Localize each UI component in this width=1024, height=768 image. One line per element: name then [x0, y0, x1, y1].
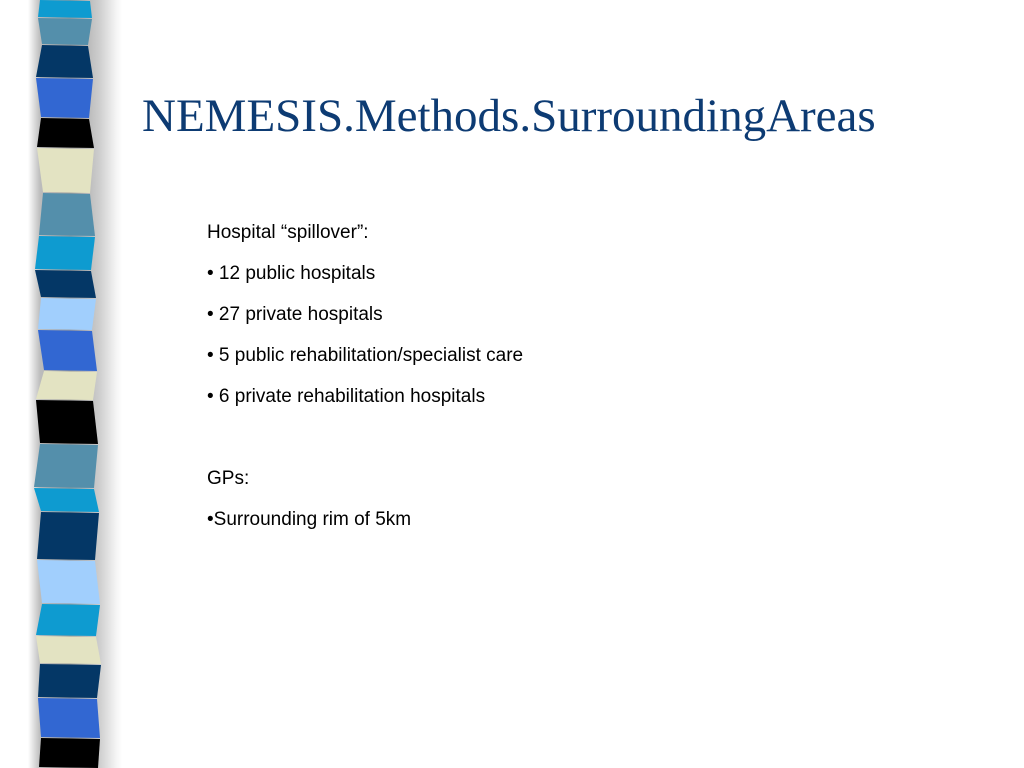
stripe-block: [38, 664, 101, 698]
stripe-block: [37, 148, 94, 193]
stripe-block: [36, 78, 93, 118]
stripe-block: [35, 270, 96, 298]
decorative-stripe: [0, 0, 122, 768]
stripe-block: [36, 604, 100, 636]
stripe-block: [39, 738, 100, 768]
stripe-block: [37, 512, 99, 560]
bullet-item: • 12 public hospitals: [207, 263, 376, 284]
slide-title: NEMESIS.Methods.SurroundingAreas: [142, 90, 876, 142]
stripe-block: [38, 298, 96, 330]
bullet-item: •Surrounding rim of 5km: [207, 509, 412, 530]
bullet-item: • 5 public rehabilitation/specialist care: [207, 345, 524, 366]
gp-heading: GPs:: [207, 468, 250, 489]
stripe-block: [34, 444, 98, 488]
stripe-block: [37, 560, 100, 604]
stripe-block: [36, 371, 97, 400]
stripe-block: [38, 0, 92, 18]
stripe-block: [36, 45, 93, 78]
spacer: [207, 425, 523, 466]
stripe-block: [34, 488, 99, 512]
stripe-block: [39, 193, 95, 236]
stripe-block: [36, 400, 98, 444]
stripe-block: [38, 18, 92, 45]
stripe-block: [35, 236, 95, 270]
stripe-block: [36, 636, 101, 664]
bullet-item: • 6 private rehabilitation hospitals: [207, 386, 486, 407]
hospital-heading: Hospital “spillover”:: [207, 222, 369, 243]
bullet-item: • 27 private hospitals: [207, 304, 383, 325]
stripe-block: [38, 698, 100, 738]
stripe-block: [37, 118, 94, 148]
stripe-block: [38, 330, 97, 371]
slide-body: [207, 220, 523, 548]
